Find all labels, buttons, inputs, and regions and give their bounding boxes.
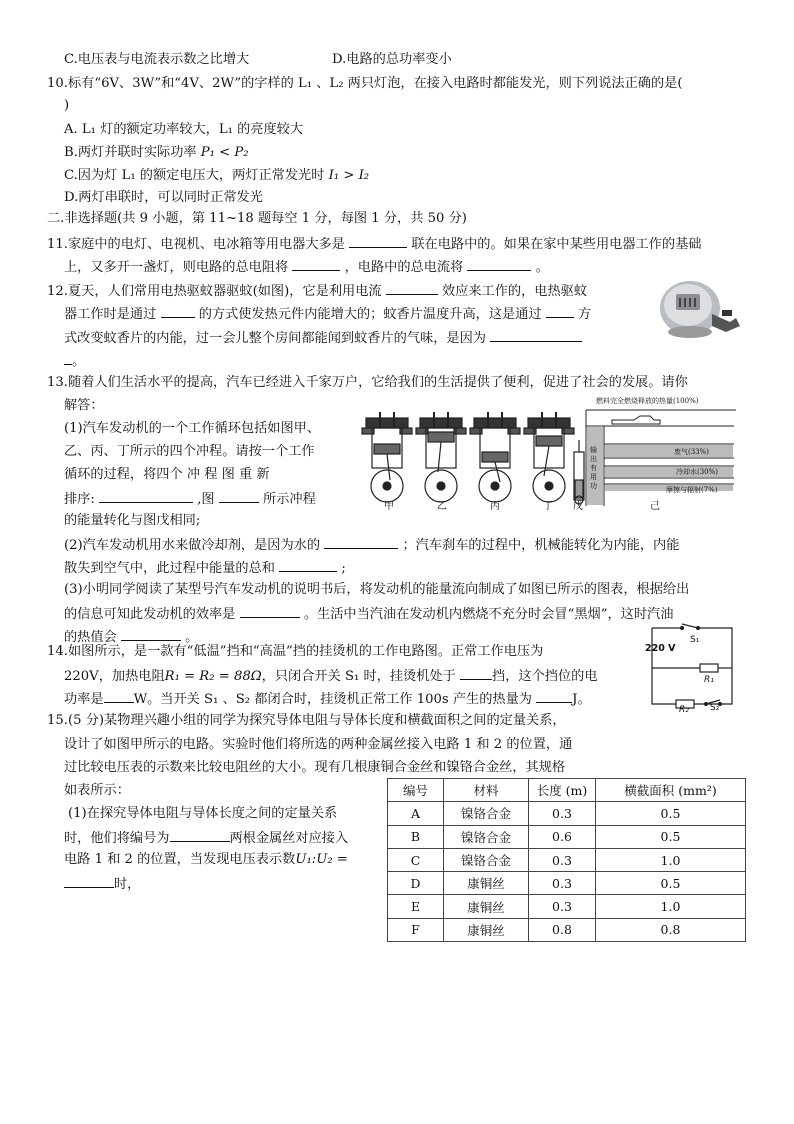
q10-option-d: D.两灯串联时，可以同时正常发光: [64, 190, 263, 205]
q15-line-1: 15.(5 分)某物理兴趣小组的同学为探究导体电阻与导体长度和横截面积之间的定量关系，: [47, 713, 566, 728]
q10-option-c-math: I₁ > I₂: [328, 168, 370, 183]
answer-blank[interactable]: [170, 829, 230, 842]
table-cell: 康铜丝: [444, 918, 529, 941]
table-cell: A: [388, 802, 444, 825]
q13-line-1: 13.随着人们生活水平的提高，汽车已经进入千家万户，它给我们的生活提供了便利，促进了社会的发展。请你: [47, 375, 688, 390]
table-cell: B: [388, 825, 444, 848]
q12-line-1: [47, 282, 587, 300]
q13-text: 。: [185, 630, 199, 645]
q15-p1-line-1: (1)在探究导体电阻与导体长度之间的定量关系: [68, 806, 338, 821]
engine-diagram-bing: [470, 412, 520, 502]
engine-label-jia: 甲: [384, 501, 394, 512]
q10-option-c: [64, 168, 369, 184]
q11-text: 11.家庭中的电灯、电视机、电冰箱等用电器大多是: [47, 237, 345, 252]
engine-diagram-ding: [524, 412, 574, 502]
answer-blank[interactable]: [386, 282, 438, 295]
table-row: [388, 872, 746, 895]
wire-spec-table: [387, 778, 746, 942]
answer-blank[interactable]: [546, 305, 574, 318]
table-cell: 0.3: [529, 872, 596, 895]
q15-text: 电路 1 和 2 的位置，当发现电压表示数: [64, 852, 296, 867]
q11-line-2: [64, 258, 549, 276]
answer-blank[interactable]: [490, 329, 582, 342]
answer-blank[interactable]: [240, 605, 300, 618]
circuit-s1-label: S₁: [690, 635, 700, 645]
q15-p1-line-4: [64, 875, 140, 893]
q14-text: ，只闭合开关 S₁ 时，挂烫机处于: [261, 669, 456, 684]
q13-p2-line-2: [64, 559, 346, 577]
circuit-r2-label: R₂: [679, 705, 689, 715]
q10-option-b-text: B.两灯并联时实际功率: [64, 145, 197, 160]
q12-text: 12.夏天，人们常用电热驱蚊器驱蚊(如图)，它是利用电流: [47, 284, 382, 299]
engine-label-yi: 乙: [437, 501, 447, 512]
q10-option-a: A. L₁ 灯的额定功率较大，L₁ 的亮度较大: [64, 122, 304, 137]
q10-option-c-text: C.因为灯 L₁ 的额定电压大，两灯正常发光时: [64, 168, 325, 183]
table-cell: D: [388, 872, 444, 895]
table-cell: E: [388, 895, 444, 918]
answer-blank[interactable]: [99, 490, 193, 503]
energy-flow-coolant: 冷却水(30%): [676, 468, 719, 476]
engine-label-ding: 丁: [543, 501, 553, 512]
table-cell: 0.3: [529, 802, 596, 825]
table-header-row: [388, 779, 746, 802]
q11-text: ，电路中的总电流将: [344, 260, 464, 275]
q13-text: 的信息可知此发动机的效率是: [64, 607, 236, 622]
answer-blank[interactable]: [460, 667, 492, 680]
table-header: 材料: [444, 779, 529, 802]
q13-text: ；汽车刹车的过程中，机械能转化为内能，内能: [402, 538, 680, 553]
table-cell: 0.5: [596, 825, 746, 848]
section-2-heading: 二.非选择题(共 9 小题，第 11~18 题每空 1 分，每图 1 分，共 50 分): [47, 211, 467, 226]
q14-line-2: [64, 667, 598, 685]
q12-text: 器工作时是通过: [64, 307, 157, 322]
q13-text: 的热值会: [64, 630, 117, 645]
table-header: 编号: [388, 779, 444, 802]
table-cell: 0.3: [529, 848, 596, 871]
table-cell: F: [388, 918, 444, 941]
q13-p1-line-4: [64, 490, 316, 508]
q12-line-4: [64, 352, 85, 370]
q11-text: 上，又多开一盏灯，则电路的总电阻将: [64, 260, 289, 275]
answer-blank[interactable]: [292, 258, 340, 271]
table-cell: 0.8: [529, 918, 596, 941]
answer-blank[interactable]: [64, 352, 72, 365]
answer-blank[interactable]: [536, 690, 572, 703]
engine-diagram-wu: [574, 440, 584, 504]
q14-text: 挡，这个挡位的电: [492, 669, 598, 684]
q13-text: 散失到空气中，此过程中能量的总和: [64, 561, 275, 576]
energy-flow-exhaust: 废气(33%): [674, 448, 710, 456]
q11-text: 。: [535, 260, 549, 275]
engine-diagram-yi: [416, 412, 466, 502]
answer-blank[interactable]: [64, 875, 114, 888]
q15-p1-line-2: [64, 829, 348, 847]
q13-p1-line-1: (1)汽车发动机的一个工作循环包括如图甲、: [64, 421, 321, 436]
q12-text: 效应来工作的，电热驱蚊: [441, 284, 588, 299]
table-cell: 0.3: [529, 895, 596, 918]
table-row: [388, 848, 746, 871]
q14-line-1: 14.如图所示，是一款有“低温”挡和“高温”挡的挂烫机的工作电路图。正常工作电压为: [47, 644, 544, 659]
q12-line-3: [64, 329, 582, 347]
table-cell: C: [388, 848, 444, 871]
q14-text: 功率是: [64, 692, 104, 707]
table-row: [388, 825, 746, 848]
answer-blank[interactable]: [104, 690, 134, 703]
q14-text: 220V，加热电阻: [64, 669, 165, 684]
q10-option-b: [64, 145, 249, 161]
energy-flow-friction: 摩擦与辐射(7%): [666, 486, 718, 494]
answer-blank[interactable]: [161, 305, 195, 318]
q11-line-1: [47, 235, 701, 253]
answer-blank[interactable]: [324, 536, 398, 549]
answer-blank[interactable]: [219, 490, 259, 503]
q11-text: 联在电路中的。如果在家中某些用电器工作的基础: [411, 237, 702, 252]
table-row: [388, 802, 746, 825]
answer-blank[interactable]: [279, 559, 337, 572]
q14-line-3: [64, 690, 591, 708]
q13-p2-line-1: [64, 536, 679, 554]
circuit-s2-label: S₂: [710, 703, 720, 713]
table-cell: 0.5: [596, 802, 746, 825]
answer-blank[interactable]: [349, 235, 407, 248]
q12-text: 式改变蚊香片的内能，过一会儿整个房间都能闻到蚊香片的气味，是因为: [64, 331, 486, 346]
q15-text: 时，: [114, 877, 141, 892]
engine-strokes-figure: [360, 410, 592, 514]
table-cell: 镍铬合金: [444, 825, 529, 848]
q12-text: 的方式使发热元件内能增大的；蚊香片温度升高，这是通过: [198, 307, 542, 322]
table-cell: 镍铬合金: [444, 848, 529, 871]
q12-text: 方: [578, 307, 592, 322]
q13-text: 排序:: [64, 492, 95, 507]
q15-text: 两根金属丝对应接入: [229, 831, 349, 846]
q13-p1-line-5: 的能量转化与图戊相同;: [64, 513, 201, 528]
table-cell: 1.0: [596, 895, 746, 918]
table-cell: 康铜丝: [444, 895, 529, 918]
q13-text: 所示冲程: [263, 492, 316, 507]
energy-figure-label: 己: [650, 501, 660, 512]
q10-stem: 10.标有“6V、3W”和“4V、2W”的字样的 L₁ 、L₂ 两只灯泡，在接入电路时都能发光，则下列说法正确的是(: [47, 76, 683, 91]
q15-line-2: 设计了如图甲所示的电路。实验时他们将所选的两种金属丝接入电路 1 和 2 的位置，通: [64, 737, 573, 752]
table-row: [388, 895, 746, 918]
q15-p1-line-3: [64, 852, 348, 868]
table-cell: 镍铬合金: [444, 802, 529, 825]
q13-p3-line-2: [64, 605, 673, 623]
q10-stem-end: ): [64, 98, 70, 113]
q15-line-4: 如表所示：: [64, 783, 130, 798]
energy-title: 燃料完全燃烧释放的热量(100%): [596, 397, 699, 405]
energy-flow-figure: [584, 396, 744, 514]
q15-text: 时，他们将编号为: [64, 831, 170, 846]
table-cell: 0.5: [596, 872, 746, 895]
q15-line-3: 过比较电压表的示数来比较电阻丝的大小。现有几根康铜合金丝和镍铬合金丝，其规格: [64, 760, 566, 775]
q13-text: (2)汽车发动机用水来做冷却剂，是因为水的: [64, 538, 321, 553]
q14-text: W。当开关 S₁ 、S₂ 都闭合时，挂烫机正常工作 100s 产生的热量为: [133, 692, 532, 707]
answer-blank[interactable]: [121, 628, 181, 641]
q14-math: R₁ = R₂ = 88Ω: [164, 669, 262, 684]
q13-text: 。生活中当汽油在发动机内燃烧不充分时会冒“黑烟”，这时汽油: [303, 607, 674, 622]
mosquito-repeller-image: [652, 270, 742, 348]
engine-diagram-jia: [362, 412, 412, 502]
q13-p1-line-3: 循环的过程，将四个 冲 程 图 重 新: [64, 467, 270, 482]
answer-blank[interactable]: [467, 258, 531, 271]
q13-line-2: 解答：: [64, 398, 104, 413]
q13-p1-line-2: 乙、丙、丁所示的四个冲程。请按一个工作: [64, 444, 315, 459]
q13-p3-line-1: (3)小明同学阅读了某型号汽车发动机的说明书后，将发动机的能量流向制成了如图已所示的图表，根据给出: [64, 582, 690, 597]
table-cell: 0.6: [529, 825, 596, 848]
table-header: 横截面积 (mm²): [596, 779, 746, 802]
q10-option-b-math: P₁ < P₂: [200, 145, 249, 160]
table-cell: 0.8: [596, 918, 746, 941]
energy-output-label: 输出有用功: [590, 446, 597, 490]
table-cell: 1.0: [596, 848, 746, 871]
q9-option-d: D.电路的总功率变小: [332, 52, 452, 67]
circuit-voltage-label: 220 V: [645, 643, 676, 654]
table-row: [388, 918, 746, 941]
table-header: 长度 (m): [529, 779, 596, 802]
q14-text: J。: [572, 692, 591, 707]
engine-label-wu: 戊: [573, 501, 583, 512]
q12-line-2: [64, 305, 591, 323]
q9-option-c: C.电压表与电流表示数之比增大: [64, 52, 250, 67]
q12-text: 。: [72, 354, 86, 369]
q13-text: ;: [341, 561, 346, 576]
engine-label-bing: 丙: [490, 501, 500, 512]
q15-math: U₁:U₂ =: [295, 852, 348, 867]
q13-text: ,图: [197, 492, 215, 507]
table-cell: 康铜丝: [444, 872, 529, 895]
circuit-r1-label: R₁: [704, 675, 714, 685]
